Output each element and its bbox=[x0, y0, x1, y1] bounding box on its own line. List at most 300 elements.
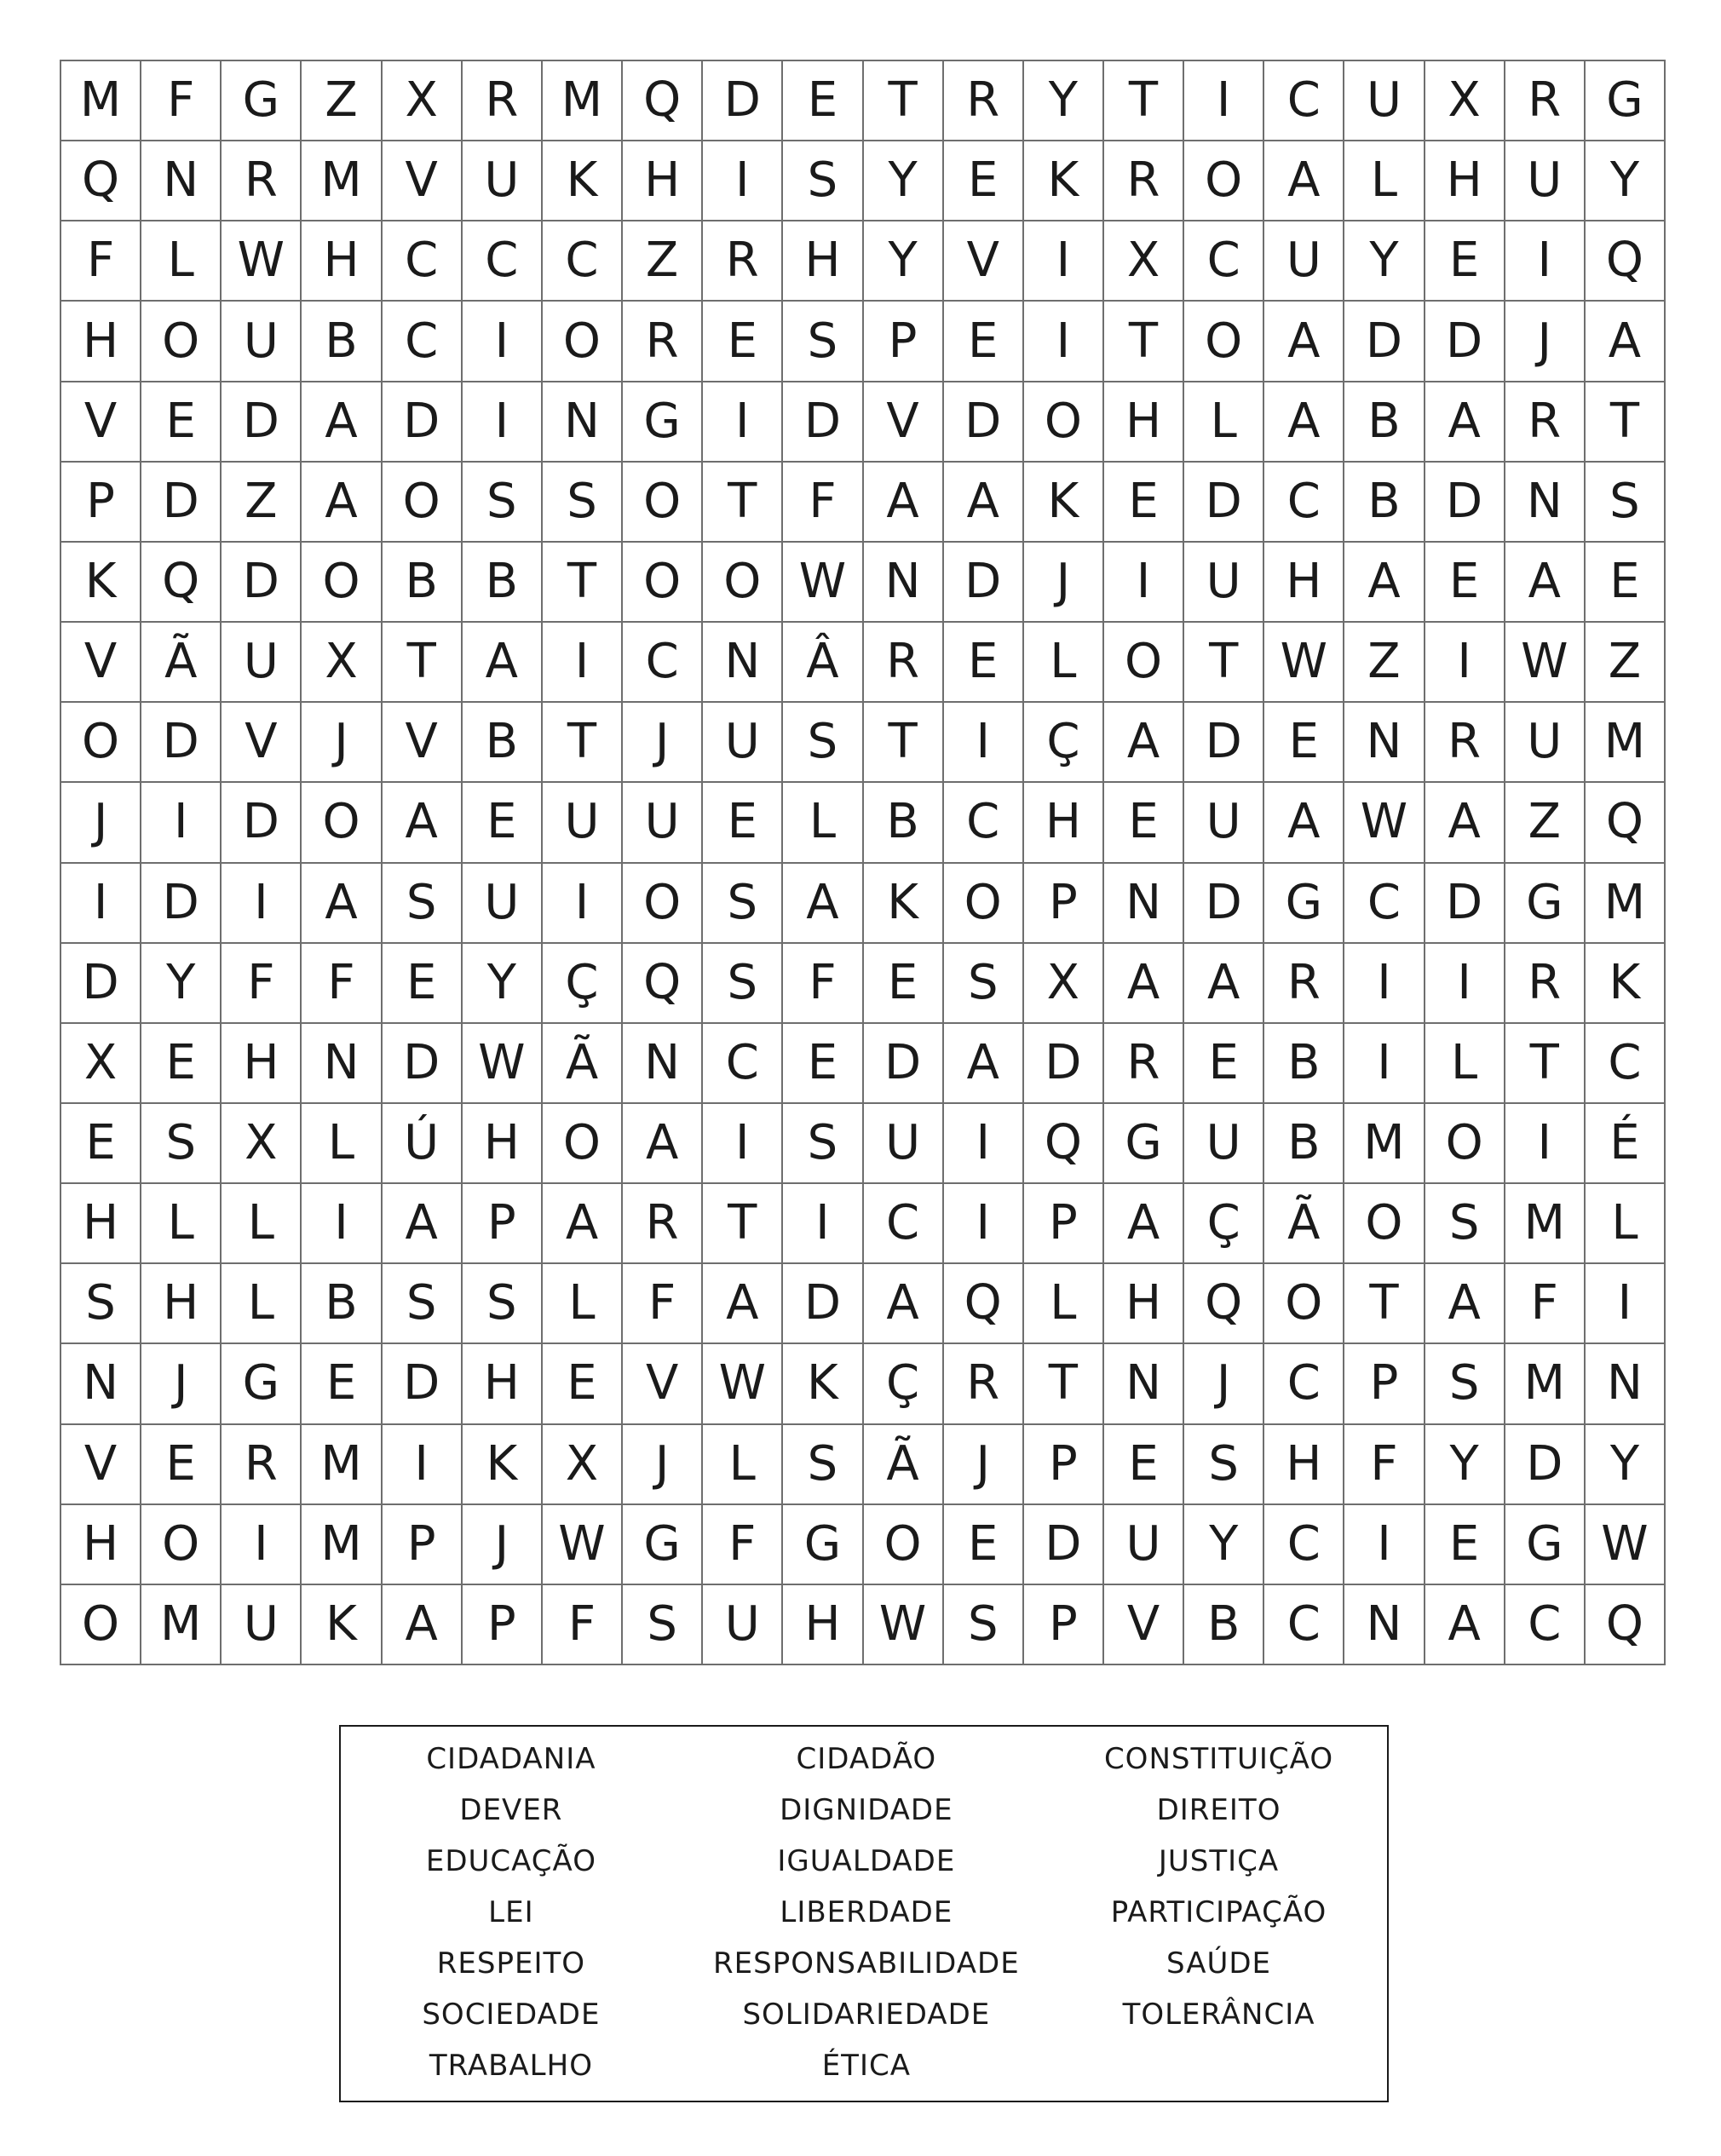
grid-cell[interactable]: L bbox=[703, 1425, 783, 1505]
grid-cell[interactable]: I bbox=[944, 703, 1024, 783]
grid-cell[interactable]: U bbox=[463, 864, 543, 944]
grid-cell[interactable]: Ú bbox=[383, 1104, 463, 1184]
grid-cell[interactable]: I bbox=[1425, 944, 1505, 1024]
grid-cell[interactable]: L bbox=[1425, 1024, 1505, 1104]
grid-cell[interactable]: I bbox=[703, 141, 783, 221]
grid-cell[interactable]: A bbox=[1505, 543, 1586, 623]
grid-cell[interactable]: R bbox=[1425, 703, 1505, 783]
grid-cell[interactable]: H bbox=[61, 1184, 141, 1264]
grid-cell[interactable]: É bbox=[1586, 1104, 1666, 1184]
grid-cell[interactable]: A bbox=[1586, 302, 1666, 382]
grid-cell[interactable]: F bbox=[543, 1585, 623, 1665]
grid-cell[interactable]: B bbox=[1344, 382, 1425, 463]
grid-cell[interactable]: J bbox=[623, 703, 703, 783]
grid-cell[interactable]: U bbox=[1104, 1505, 1184, 1585]
grid-cell[interactable]: D bbox=[383, 1344, 463, 1424]
grid-cell[interactable]: Â bbox=[783, 623, 863, 703]
grid-cell[interactable]: P bbox=[61, 463, 141, 543]
grid-cell[interactable]: H bbox=[783, 221, 863, 302]
grid-cell[interactable]: Z bbox=[1505, 783, 1586, 863]
grid-cell[interactable]: E bbox=[944, 1505, 1024, 1585]
grid-cell[interactable]: H bbox=[623, 141, 703, 221]
grid-cell[interactable]: S bbox=[783, 302, 863, 382]
grid-cell[interactable]: C bbox=[543, 221, 623, 302]
grid-cell[interactable]: E bbox=[1104, 463, 1184, 543]
grid-cell[interactable]: C bbox=[1264, 463, 1344, 543]
grid-cell[interactable]: H bbox=[1264, 1425, 1344, 1505]
grid-cell[interactable]: Ç bbox=[543, 944, 623, 1024]
grid-cell[interactable]: O bbox=[61, 1585, 141, 1665]
grid-cell[interactable]: U bbox=[222, 623, 302, 703]
grid-cell[interactable]: B bbox=[463, 703, 543, 783]
grid-cell[interactable]: T bbox=[703, 1184, 783, 1264]
grid-cell[interactable]: B bbox=[383, 543, 463, 623]
grid-cell[interactable]: O bbox=[623, 543, 703, 623]
grid-cell[interactable]: E bbox=[1104, 1425, 1184, 1505]
grid-cell[interactable]: P bbox=[1024, 1425, 1104, 1505]
grid-cell[interactable]: P bbox=[864, 302, 944, 382]
grid-cell[interactable]: R bbox=[1505, 61, 1586, 141]
grid-cell[interactable]: Z bbox=[222, 463, 302, 543]
grid-cell[interactable]: U bbox=[703, 1585, 783, 1665]
grid-cell[interactable]: S bbox=[783, 703, 863, 783]
grid-cell[interactable]: U bbox=[1344, 61, 1425, 141]
grid-cell[interactable]: K bbox=[1586, 944, 1666, 1024]
grid-cell[interactable]: B bbox=[1184, 1585, 1264, 1665]
grid-cell[interactable]: R bbox=[944, 61, 1024, 141]
grid-cell[interactable]: H bbox=[783, 1585, 863, 1665]
grid-cell[interactable]: Y bbox=[1344, 221, 1425, 302]
grid-cell[interactable]: E bbox=[543, 1344, 623, 1424]
grid-cell[interactable]: O bbox=[1184, 141, 1264, 221]
grid-cell[interactable]: L bbox=[302, 1104, 382, 1184]
grid-cell[interactable]: C bbox=[463, 221, 543, 302]
grid-cell[interactable]: E bbox=[783, 61, 863, 141]
grid-cell[interactable]: O bbox=[1425, 1104, 1505, 1184]
grid-cell[interactable]: A bbox=[302, 382, 382, 463]
grid-cell[interactable]: E bbox=[864, 944, 944, 1024]
grid-cell[interactable]: L bbox=[1184, 382, 1264, 463]
grid-cell[interactable]: I bbox=[1344, 1024, 1425, 1104]
grid-cell[interactable]: S bbox=[1425, 1344, 1505, 1424]
grid-cell[interactable]: G bbox=[623, 1505, 703, 1585]
grid-cell[interactable]: I bbox=[1505, 1104, 1586, 1184]
grid-cell[interactable]: T bbox=[864, 703, 944, 783]
grid-cell[interactable]: R bbox=[1104, 1024, 1184, 1104]
grid-cell[interactable]: R bbox=[623, 1184, 703, 1264]
grid-cell[interactable]: J bbox=[944, 1425, 1024, 1505]
grid-cell[interactable]: H bbox=[463, 1104, 543, 1184]
grid-cell[interactable]: O bbox=[864, 1505, 944, 1585]
grid-cell[interactable]: S bbox=[543, 463, 623, 543]
grid-cell[interactable]: S bbox=[463, 463, 543, 543]
grid-cell[interactable]: M bbox=[302, 141, 382, 221]
grid-cell[interactable]: W bbox=[543, 1505, 623, 1585]
grid-cell[interactable]: F bbox=[141, 61, 222, 141]
grid-cell[interactable]: B bbox=[463, 543, 543, 623]
grid-cell[interactable]: U bbox=[623, 783, 703, 863]
grid-cell[interactable]: U bbox=[1184, 1104, 1264, 1184]
grid-cell[interactable]: I bbox=[463, 382, 543, 463]
grid-cell[interactable]: L bbox=[141, 1184, 222, 1264]
grid-cell[interactable]: Q bbox=[1184, 1264, 1264, 1344]
grid-cell[interactable]: O bbox=[1024, 382, 1104, 463]
grid-cell[interactable]: D bbox=[141, 703, 222, 783]
grid-cell[interactable]: D bbox=[703, 61, 783, 141]
grid-cell[interactable]: O bbox=[543, 1104, 623, 1184]
grid-cell[interactable]: J bbox=[302, 703, 382, 783]
grid-cell[interactable]: E bbox=[141, 1425, 222, 1505]
grid-cell[interactable]: H bbox=[141, 1264, 222, 1344]
grid-cell[interactable]: C bbox=[1184, 221, 1264, 302]
grid-cell[interactable]: I bbox=[1586, 1264, 1666, 1344]
grid-cell[interactable]: I bbox=[1344, 1505, 1425, 1585]
grid-cell[interactable]: D bbox=[61, 944, 141, 1024]
grid-cell[interactable]: C bbox=[944, 783, 1024, 863]
grid-cell[interactable]: E bbox=[383, 944, 463, 1024]
grid-cell[interactable]: H bbox=[1024, 783, 1104, 863]
grid-cell[interactable]: L bbox=[1024, 623, 1104, 703]
grid-cell[interactable]: A bbox=[383, 1585, 463, 1665]
grid-cell[interactable]: E bbox=[783, 1024, 863, 1104]
grid-cell[interactable]: S bbox=[1425, 1184, 1505, 1264]
grid-cell[interactable]: U bbox=[222, 1585, 302, 1665]
grid-cell[interactable]: M bbox=[1505, 1184, 1586, 1264]
grid-cell[interactable]: Q bbox=[1586, 783, 1666, 863]
grid-cell[interactable]: E bbox=[463, 783, 543, 863]
grid-cell[interactable]: E bbox=[61, 1104, 141, 1184]
grid-cell[interactable]: D bbox=[944, 382, 1024, 463]
grid-cell[interactable]: Y bbox=[864, 141, 944, 221]
grid-cell[interactable]: V bbox=[383, 703, 463, 783]
grid-cell[interactable]: W bbox=[222, 221, 302, 302]
grid-cell[interactable]: Z bbox=[302, 61, 382, 141]
grid-cell[interactable]: C bbox=[1344, 864, 1425, 944]
grid-cell[interactable]: O bbox=[1104, 623, 1184, 703]
grid-cell[interactable]: M bbox=[61, 61, 141, 141]
grid-cell[interactable]: R bbox=[463, 61, 543, 141]
grid-cell[interactable]: X bbox=[302, 623, 382, 703]
grid-cell[interactable]: R bbox=[1505, 382, 1586, 463]
grid-cell[interactable]: I bbox=[1104, 543, 1184, 623]
grid-cell[interactable]: N bbox=[623, 1024, 703, 1104]
grid-cell[interactable]: E bbox=[1104, 783, 1184, 863]
grid-cell[interactable]: P bbox=[1024, 864, 1104, 944]
grid-cell[interactable]: N bbox=[1344, 1585, 1425, 1665]
grid-cell[interactable]: N bbox=[1104, 1344, 1184, 1424]
grid-cell[interactable]: D bbox=[1425, 463, 1505, 543]
grid-cell[interactable]: E bbox=[1264, 703, 1344, 783]
grid-cell[interactable]: F bbox=[302, 944, 382, 1024]
grid-cell[interactable]: W bbox=[864, 1585, 944, 1665]
grid-cell[interactable]: D bbox=[222, 783, 302, 863]
grid-cell[interactable]: N bbox=[543, 382, 623, 463]
grid-cell[interactable]: Y bbox=[141, 944, 222, 1024]
grid-cell[interactable]: R bbox=[1505, 944, 1586, 1024]
grid-cell[interactable]: M bbox=[1505, 1344, 1586, 1424]
grid-cell[interactable]: N bbox=[703, 623, 783, 703]
grid-cell[interactable]: X bbox=[222, 1104, 302, 1184]
grid-cell[interactable]: Q bbox=[61, 141, 141, 221]
grid-cell[interactable]: Ã bbox=[1264, 1184, 1344, 1264]
grid-cell[interactable]: X bbox=[61, 1024, 141, 1104]
grid-cell[interactable]: V bbox=[222, 703, 302, 783]
grid-cell[interactable]: G bbox=[623, 382, 703, 463]
grid-cell[interactable]: A bbox=[302, 463, 382, 543]
grid-cell[interactable]: S bbox=[783, 1425, 863, 1505]
grid-cell[interactable]: V bbox=[383, 141, 463, 221]
grid-cell[interactable]: Y bbox=[463, 944, 543, 1024]
grid-cell[interactable]: I bbox=[61, 864, 141, 944]
grid-cell[interactable]: K bbox=[783, 1344, 863, 1424]
grid-cell[interactable]: O bbox=[944, 864, 1024, 944]
grid-cell[interactable]: O bbox=[302, 783, 382, 863]
grid-cell[interactable]: F bbox=[783, 944, 863, 1024]
grid-cell[interactable]: R bbox=[1264, 944, 1344, 1024]
grid-cell[interactable]: D bbox=[1505, 1425, 1586, 1505]
grid-cell[interactable]: S bbox=[703, 944, 783, 1024]
grid-cell[interactable]: D bbox=[383, 1024, 463, 1104]
grid-cell[interactable]: P bbox=[463, 1585, 543, 1665]
grid-cell[interactable]: A bbox=[864, 1264, 944, 1344]
grid-cell[interactable]: I bbox=[703, 1104, 783, 1184]
grid-cell[interactable]: O bbox=[623, 864, 703, 944]
grid-cell[interactable]: N bbox=[1104, 864, 1184, 944]
grid-cell[interactable]: M bbox=[141, 1585, 222, 1665]
grid-cell[interactable]: S bbox=[944, 1585, 1024, 1665]
grid-cell[interactable]: D bbox=[1024, 1024, 1104, 1104]
grid-cell[interactable]: I bbox=[222, 864, 302, 944]
grid-cell[interactable]: T bbox=[543, 543, 623, 623]
grid-cell[interactable]: D bbox=[1024, 1505, 1104, 1585]
grid-cell[interactable]: R bbox=[1104, 141, 1184, 221]
grid-cell[interactable]: Ç bbox=[1024, 703, 1104, 783]
grid-cell[interactable]: I bbox=[543, 623, 623, 703]
grid-cell[interactable]: H bbox=[302, 221, 382, 302]
grid-cell[interactable]: X bbox=[1024, 944, 1104, 1024]
grid-cell[interactable]: E bbox=[1425, 543, 1505, 623]
grid-cell[interactable]: D bbox=[1344, 302, 1425, 382]
grid-cell[interactable]: U bbox=[463, 141, 543, 221]
grid-cell[interactable]: K bbox=[463, 1425, 543, 1505]
grid-cell[interactable]: A bbox=[1104, 1184, 1184, 1264]
grid-cell[interactable]: Q bbox=[141, 543, 222, 623]
grid-cell[interactable]: D bbox=[864, 1024, 944, 1104]
grid-cell[interactable]: Y bbox=[1586, 141, 1666, 221]
grid-cell[interactable]: D bbox=[383, 382, 463, 463]
grid-cell[interactable]: L bbox=[543, 1264, 623, 1344]
grid-cell[interactable]: Z bbox=[1586, 623, 1666, 703]
grid-cell[interactable]: K bbox=[543, 141, 623, 221]
grid-cell[interactable]: V bbox=[944, 221, 1024, 302]
grid-cell[interactable]: B bbox=[302, 302, 382, 382]
grid-cell[interactable]: L bbox=[1024, 1264, 1104, 1344]
grid-cell[interactable]: B bbox=[1264, 1024, 1344, 1104]
grid-cell[interactable]: A bbox=[703, 1264, 783, 1344]
grid-cell[interactable]: I bbox=[1505, 221, 1586, 302]
grid-cell[interactable]: A bbox=[1264, 141, 1344, 221]
grid-cell[interactable]: E bbox=[1184, 1024, 1264, 1104]
grid-cell[interactable]: B bbox=[1264, 1104, 1344, 1184]
grid-cell[interactable]: R bbox=[222, 141, 302, 221]
grid-cell[interactable]: A bbox=[383, 783, 463, 863]
grid-cell[interactable]: H bbox=[463, 1344, 543, 1424]
grid-cell[interactable]: G bbox=[222, 61, 302, 141]
grid-cell[interactable]: O bbox=[623, 463, 703, 543]
grid-cell[interactable]: S bbox=[783, 1104, 863, 1184]
grid-cell[interactable]: H bbox=[1425, 141, 1505, 221]
grid-cell[interactable]: T bbox=[543, 703, 623, 783]
grid-cell[interactable]: R bbox=[703, 221, 783, 302]
grid-cell[interactable]: S bbox=[783, 141, 863, 221]
grid-cell[interactable]: I bbox=[222, 1505, 302, 1585]
grid-cell[interactable]: C bbox=[1586, 1024, 1666, 1104]
grid-cell[interactable]: G bbox=[1104, 1104, 1184, 1184]
grid-cell[interactable]: T bbox=[1024, 1344, 1104, 1424]
grid-cell[interactable]: N bbox=[141, 141, 222, 221]
grid-cell[interactable]: V bbox=[623, 1344, 703, 1424]
grid-cell[interactable]: L bbox=[1586, 1184, 1666, 1264]
grid-cell[interactable]: S bbox=[61, 1264, 141, 1344]
grid-cell[interactable]: U bbox=[864, 1104, 944, 1184]
grid-cell[interactable]: A bbox=[1104, 944, 1184, 1024]
grid-cell[interactable]: K bbox=[1024, 463, 1104, 543]
grid-cell[interactable]: U bbox=[222, 302, 302, 382]
grid-cell[interactable]: T bbox=[1505, 1024, 1586, 1104]
grid-cell[interactable]: G bbox=[222, 1344, 302, 1424]
grid-cell[interactable]: I bbox=[944, 1104, 1024, 1184]
grid-cell[interactable]: S bbox=[944, 944, 1024, 1024]
grid-cell[interactable]: S bbox=[383, 1264, 463, 1344]
grid-cell[interactable]: O bbox=[543, 302, 623, 382]
grid-cell[interactable]: I bbox=[141, 783, 222, 863]
grid-cell[interactable]: B bbox=[302, 1264, 382, 1344]
grid-cell[interactable]: I bbox=[1024, 302, 1104, 382]
grid-cell[interactable]: W bbox=[1505, 623, 1586, 703]
grid-cell[interactable]: G bbox=[1505, 1505, 1586, 1585]
grid-cell[interactable]: E bbox=[141, 382, 222, 463]
grid-cell[interactable]: S bbox=[623, 1585, 703, 1665]
grid-cell[interactable]: A bbox=[864, 463, 944, 543]
grid-cell[interactable]: X bbox=[383, 61, 463, 141]
grid-cell[interactable]: C bbox=[1264, 1585, 1344, 1665]
grid-cell[interactable]: E bbox=[1425, 1505, 1505, 1585]
grid-cell[interactable]: T bbox=[703, 463, 783, 543]
grid-cell[interactable]: Ã bbox=[543, 1024, 623, 1104]
grid-cell[interactable]: C bbox=[1264, 61, 1344, 141]
grid-cell[interactable]: H bbox=[61, 1505, 141, 1585]
grid-cell[interactable]: J bbox=[623, 1425, 703, 1505]
grid-cell[interactable]: T bbox=[1184, 623, 1264, 703]
grid-cell[interactable]: O bbox=[1264, 1264, 1344, 1344]
grid-cell[interactable]: D bbox=[1184, 864, 1264, 944]
grid-cell[interactable]: L bbox=[1344, 141, 1425, 221]
grid-cell[interactable]: N bbox=[1344, 703, 1425, 783]
grid-cell[interactable]: A bbox=[783, 864, 863, 944]
grid-cell[interactable]: I bbox=[1425, 623, 1505, 703]
grid-cell[interactable]: U bbox=[703, 703, 783, 783]
grid-cell[interactable]: A bbox=[1425, 783, 1505, 863]
grid-cell[interactable]: M bbox=[1344, 1104, 1425, 1184]
grid-cell[interactable]: G bbox=[1505, 864, 1586, 944]
grid-cell[interactable]: Ã bbox=[864, 1425, 944, 1505]
grid-cell[interactable]: T bbox=[1104, 302, 1184, 382]
grid-cell[interactable]: E bbox=[1586, 543, 1666, 623]
grid-cell[interactable]: S bbox=[141, 1104, 222, 1184]
grid-cell[interactable]: E bbox=[302, 1344, 382, 1424]
grid-cell[interactable]: G bbox=[1264, 864, 1344, 944]
grid-cell[interactable]: R bbox=[944, 1344, 1024, 1424]
grid-cell[interactable]: C bbox=[1264, 1505, 1344, 1585]
grid-cell[interactable]: U bbox=[1184, 783, 1264, 863]
grid-cell[interactable]: N bbox=[302, 1024, 382, 1104]
grid-cell[interactable]: T bbox=[1344, 1264, 1425, 1344]
grid-cell[interactable]: Y bbox=[1425, 1425, 1505, 1505]
grid-cell[interactable]: M bbox=[302, 1505, 382, 1585]
grid-cell[interactable]: A bbox=[1425, 1585, 1505, 1665]
grid-cell[interactable]: I bbox=[1024, 221, 1104, 302]
grid-cell[interactable]: N bbox=[864, 543, 944, 623]
grid-cell[interactable]: U bbox=[1505, 703, 1586, 783]
grid-cell[interactable]: Q bbox=[1586, 1585, 1666, 1665]
grid-cell[interactable]: C bbox=[864, 1184, 944, 1264]
grid-cell[interactable]: A bbox=[383, 1184, 463, 1264]
grid-cell[interactable]: J bbox=[1505, 302, 1586, 382]
grid-cell[interactable]: J bbox=[141, 1344, 222, 1424]
grid-cell[interactable]: W bbox=[703, 1344, 783, 1424]
grid-cell[interactable]: O bbox=[141, 302, 222, 382]
grid-cell[interactable]: T bbox=[1104, 61, 1184, 141]
grid-cell[interactable]: O bbox=[1184, 302, 1264, 382]
grid-cell[interactable]: I bbox=[703, 382, 783, 463]
grid-cell[interactable]: E bbox=[1425, 221, 1505, 302]
grid-cell[interactable]: A bbox=[463, 623, 543, 703]
grid-cell[interactable]: V bbox=[61, 382, 141, 463]
grid-cell[interactable]: U bbox=[1184, 543, 1264, 623]
grid-cell[interactable]: D bbox=[783, 382, 863, 463]
grid-cell[interactable]: I bbox=[1344, 944, 1425, 1024]
grid-cell[interactable]: X bbox=[1425, 61, 1505, 141]
grid-cell[interactable]: C bbox=[703, 1024, 783, 1104]
grid-cell[interactable]: F bbox=[1344, 1425, 1425, 1505]
grid-cell[interactable]: P bbox=[1024, 1585, 1104, 1665]
grid-cell[interactable]: A bbox=[543, 1184, 623, 1264]
grid-cell[interactable]: P bbox=[1344, 1344, 1425, 1424]
grid-cell[interactable]: L bbox=[222, 1264, 302, 1344]
grid-cell[interactable]: T bbox=[864, 61, 944, 141]
grid-cell[interactable]: K bbox=[1024, 141, 1104, 221]
grid-cell[interactable]: C bbox=[1505, 1585, 1586, 1665]
grid-cell[interactable]: C bbox=[383, 302, 463, 382]
grid-cell[interactable]: M bbox=[302, 1425, 382, 1505]
grid-cell[interactable]: P bbox=[463, 1184, 543, 1264]
grid-cell[interactable]: Q bbox=[623, 944, 703, 1024]
grid-cell[interactable]: D bbox=[141, 463, 222, 543]
grid-cell[interactable]: I bbox=[543, 864, 623, 944]
grid-cell[interactable]: M bbox=[543, 61, 623, 141]
grid-cell[interactable]: U bbox=[1505, 141, 1586, 221]
grid-cell[interactable]: U bbox=[1264, 221, 1344, 302]
grid-cell[interactable]: E bbox=[703, 783, 783, 863]
grid-cell[interactable]: E bbox=[944, 141, 1024, 221]
grid-cell[interactable]: P bbox=[383, 1505, 463, 1585]
grid-cell[interactable]: L bbox=[222, 1184, 302, 1264]
grid-cell[interactable]: H bbox=[1264, 543, 1344, 623]
grid-cell[interactable]: B bbox=[864, 783, 944, 863]
grid-cell[interactable]: F bbox=[222, 944, 302, 1024]
grid-cell[interactable]: K bbox=[302, 1585, 382, 1665]
grid-cell[interactable]: Q bbox=[623, 61, 703, 141]
